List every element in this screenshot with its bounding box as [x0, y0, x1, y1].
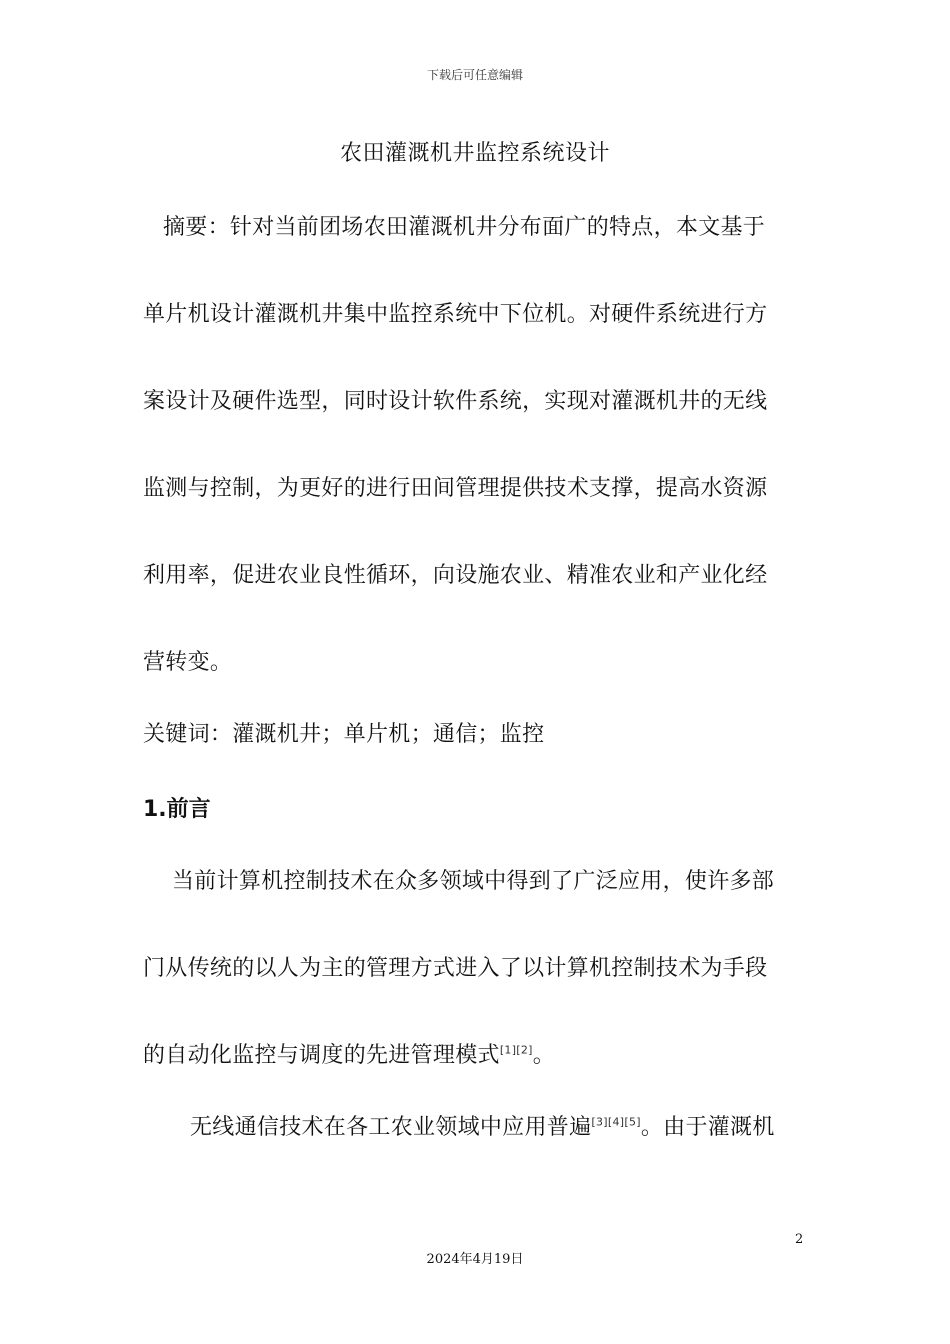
citation-ref: [1][2] [499, 1043, 533, 1057]
document-title: 农田灌溉机井监控系统设计 [339, 141, 610, 166]
citation-ref: [3][4][5] [591, 1115, 641, 1129]
paragraph-text: 的自动化监控与调度的先进管理模式 [143, 1043, 500, 1068]
abstract-line: 摘要：针对当前团场农田灌溉机井分布面广的特点，本文基于 [163, 215, 766, 240]
abstract-line: 利用率，促进农业良性循环，向设施农业、精准农业和产业化经 [143, 563, 768, 588]
paragraph-line: 当前计算机控制技术在众多领域中得到了广泛应用，使许多部 [172, 869, 775, 894]
footer-date: 2024年4月19日 [426, 1252, 524, 1267]
section-heading: 1.前言 [143, 797, 211, 822]
abstract-line: 案设计及硬件选型，同时设计软件系统，实现对灌溉机井的无线 [143, 389, 768, 414]
abstract-line: 营转变。 [143, 650, 233, 675]
paragraph-line [143, 1038, 555, 1069]
abstract-line: 监测与控制，为更好的进行田间管理提供技术支撑，提高水资源 [143, 476, 768, 501]
paragraph-line: 门从传统的以人为主的管理方式进入了以计算机控制技术为手段 [143, 956, 768, 981]
paragraph-text: 。由于灌溉机 [640, 1115, 775, 1140]
page-header-note: 下载后可任意编辑 [426, 68, 523, 82]
paragraph-text: 。 [532, 1043, 556, 1068]
page-number: 2 [795, 1232, 804, 1247]
keywords: 关键词：灌溉机井；单片机；通信；监控 [143, 722, 545, 747]
paragraph-text: 无线通信技术在各工农业领域中应用普遍 [190, 1115, 592, 1140]
abstract-line: 单片机设计灌溉机井集中监控系统中下位机。对硬件系统进行方 [143, 302, 768, 327]
paragraph-line [190, 1110, 775, 1141]
